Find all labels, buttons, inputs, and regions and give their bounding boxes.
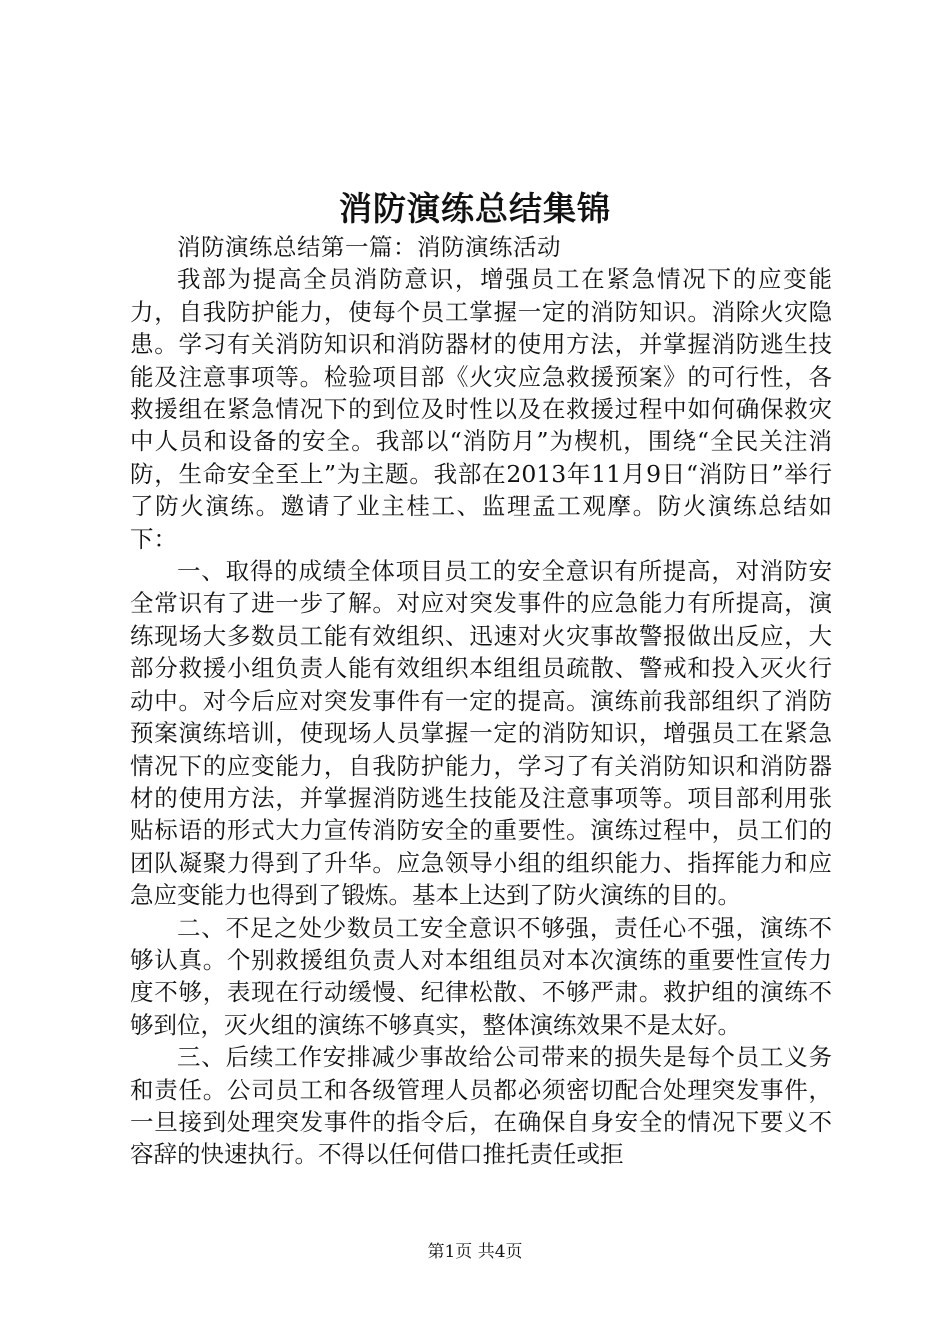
document-title: 消防演练总结集锦	[339, 189, 611, 228]
section-subtitle: 消防演练总结第一篇：消防演练活动	[177, 233, 561, 261]
paragraph-shortcomings: 二、不足之处少数员工安全意识不够强，责任心不强，演练不够认真。个别救援组负责人对本组组员对本次演练的重要性宣传力度不够，表现在行动缓慢、纪律松散、不够严肃。救护组的演练不够到位，灭火组的演练不够真实，整体演练效果不是太好。	[130, 913, 832, 1039]
page-footer: 第1页 共4页	[427, 1242, 523, 1262]
paragraph-achievements: 一、取得的成绩全体项目员工的安全意识有所提高，对消防安全常识有了进一步了解。对应对突发事件的应急能力有所提高，演练现场大多数员工能有效组织、迅速对火灾事故警报做出反应，大部分救援小组负责人能有效组织本组组员疏散、警戒和投入灭火行动中。对今后应对突发事件有一定的提高。演练前我部组织了消防预案演练培训，使现场人员掌握一定的消防知识，增强员工在紧急情况下的应变能力，自我防护能力，学习了有关消防知识和消防器材的使用方法，并掌握消防逃生技能及注意事项等。项目部利用张贴标语的形式大力宣传消防安全的重要性。演练过程中，员工们的团队凝聚力得到了升华。应急领导小组的组织能力、指挥能力和应急应变能力也得到了锻炼。基本上达到了防火演练的目的。	[130, 557, 832, 910]
paragraph-intro: 我部为提高全员消防意识，增强员工在紧急情况下的应变能力，自我防护能力，使每个员工掌握一定的消防知识。消除火灾隐患。学习有关消防知识和消防器材的使用方法，并掌握消防逃生技能及注意事项等。检验项目部《火灾应急救援预案》的可行性，各救援组在紧急情况下的到位及时性以及在救援过程中如何确保救灾中人员和设备的安全。我部以“消防月”为楔机，围绕“全民关注消防，生命安全至上”为主题。我部在2013年11月9日“消防日”举行了防火演练。邀请了业主桂工、监理孟工观摩。防火演练总结如下：	[130, 265, 832, 553]
paragraph-follow-up: 三、后续工作安排减少事故给公司带来的损失是每个员工义务和责任。公司员工和各级管理人员都必须密切配合处理突发事件，一旦接到处理突发事件的指令后，在确保自身安全的情况下要义不容辞的快速执行。不得以任何借口推托责任或拒	[130, 1043, 832, 1169]
document-body	[130, 231, 832, 1171]
